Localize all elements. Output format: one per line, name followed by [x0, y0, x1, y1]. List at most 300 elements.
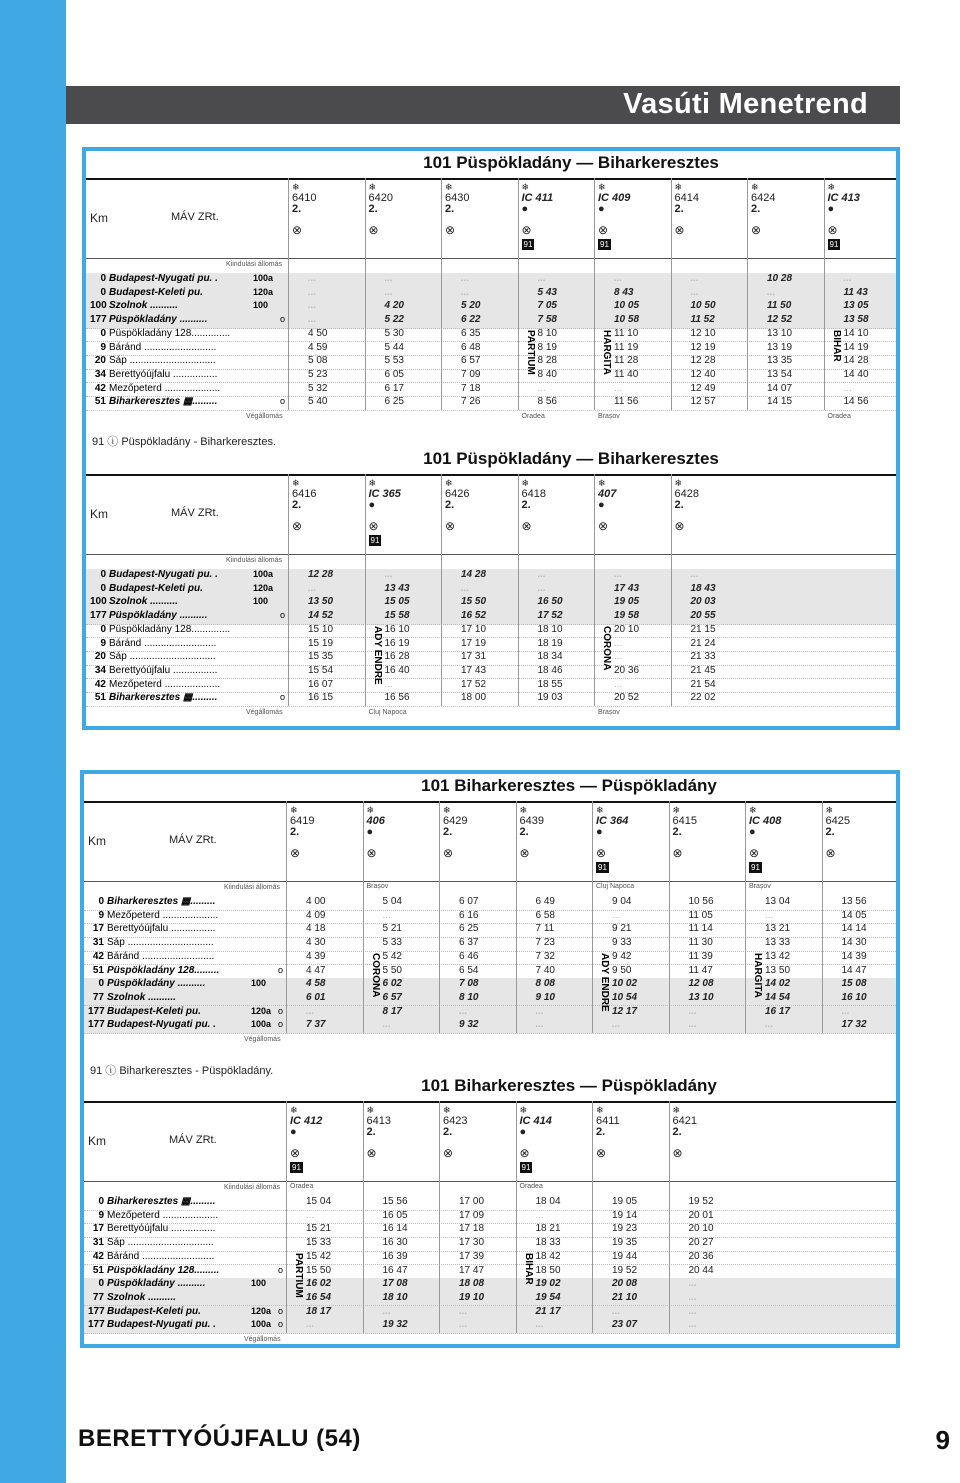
station-name: Biharkeresztes ▦.........	[109, 692, 218, 704]
time-cell: 18 42	[535, 1250, 561, 1262]
time-cell: 5 30	[384, 327, 404, 339]
service-symbol-icon: ⊗	[598, 223, 609, 237]
station-name: Mezőpeterd ....................	[107, 1209, 219, 1221]
time-cell: 13 33	[765, 937, 791, 949]
snowflake-icon: ❄	[290, 1105, 298, 1115]
time-cell: ...	[308, 286, 317, 298]
train-class: ●	[519, 1126, 527, 1138]
snowflake-icon: ❄	[825, 805, 834, 815]
time-cell: ...	[614, 637, 623, 649]
time-cell: 16 02	[306, 1278, 332, 1290]
time-cell: 16 52	[461, 610, 487, 622]
km-value: 100	[90, 300, 107, 312]
time-cell: 15 05	[384, 596, 410, 608]
time-cell: 19 32	[382, 1319, 408, 1331]
service-symbol-icon: ⊗	[596, 1146, 607, 1160]
train-header	[369, 478, 439, 546]
destination-city: Cluj Napoca	[368, 709, 407, 716]
train-header	[675, 478, 745, 532]
end-station-label: Végállomás	[246, 709, 283, 716]
column-divider	[747, 178, 748, 410]
time-cell: 21 45	[690, 664, 716, 676]
time-cell: 6 25	[459, 923, 479, 935]
timetable-title: 101 Biharkeresztes — Püspökladány	[421, 776, 717, 795]
time-cell: 13 50	[308, 596, 334, 608]
time-cell: ...	[384, 286, 393, 298]
time-cell: ...	[535, 1209, 544, 1221]
time-cell: 11 40	[614, 368, 639, 380]
timetable-row	[86, 396, 896, 411]
service-symbol-icon: ⊗	[368, 519, 379, 533]
train-class: 2.	[672, 1126, 682, 1138]
time-cell: 13 04	[765, 896, 791, 907]
timetable-row	[86, 679, 896, 694]
time-cell: 17 18	[459, 1223, 485, 1235]
time-cell: ...	[688, 1319, 697, 1331]
train-header	[675, 182, 745, 236]
time-cell: 9 21	[612, 923, 632, 935]
station-name: Szolnok ..........	[109, 300, 178, 312]
time-cell: 7 09	[461, 368, 481, 380]
time-cell: 14 28	[461, 569, 487, 580]
time-cell: 11 14	[688, 923, 713, 935]
time-cell: 17 39	[459, 1250, 485, 1262]
time-cell: 18 10	[382, 1291, 408, 1303]
time-cell: 6 25	[384, 396, 404, 408]
train-number: 6428	[674, 488, 699, 500]
train-name-label: CORONA	[601, 625, 612, 671]
time-cell: 4 00	[306, 896, 326, 907]
time-cell: ...	[382, 909, 391, 921]
service-symbol-icon: ⊗	[596, 846, 607, 860]
time-cell: 12 49	[690, 382, 716, 394]
time-cell: 20 44	[688, 1264, 714, 1276]
time-cell: ...	[382, 1305, 391, 1317]
time-cell: 5 40	[308, 396, 328, 408]
km-value: 17	[92, 1223, 104, 1235]
time-cell: 15 35	[308, 651, 334, 663]
timetable-title: 101 Püspökladány — Biharkeresztes	[423, 449, 719, 468]
time-cell: 6 37	[459, 937, 479, 949]
time-cell: 14 14	[841, 923, 867, 935]
timetable-section	[84, 1074, 896, 1348]
timetable-section	[86, 151, 896, 451]
snowflake-icon: ❄	[443, 805, 451, 815]
time-cell: 12 19	[690, 341, 716, 353]
time-cell: ...	[841, 1005, 850, 1017]
snowflake-icon: ❄	[598, 182, 606, 192]
snowflake-icon: ❄	[596, 805, 604, 815]
time-cell: 10 28	[767, 273, 793, 284]
service-symbol-icon: ⊗	[519, 1146, 530, 1160]
km-value: 51	[92, 964, 104, 976]
time-cell: 5 04	[382, 896, 402, 907]
service-symbol-icon: ⊗	[443, 846, 454, 860]
time-cell: 16 10	[384, 623, 410, 635]
km-value: 0	[98, 1278, 104, 1290]
time-cell: ...	[688, 1291, 697, 1303]
train-header	[673, 1105, 743, 1159]
snowflake-icon: ❄	[596, 1105, 604, 1115]
time-cell: 4 30	[306, 937, 326, 949]
service-symbol-icon: ⊗	[674, 519, 685, 533]
station-name: Biharkeresztes ▦.........	[107, 896, 216, 907]
time-cell: 15 33	[306, 1237, 332, 1249]
table-reference: 120a	[253, 582, 274, 593]
station-marker: o	[278, 1005, 284, 1016]
service-symbol-icon: ⊗	[751, 223, 762, 237]
station-name: Báránd ..........................	[109, 341, 217, 353]
train-class: ●	[749, 826, 756, 838]
origin-city: Cluj Napoca	[596, 883, 635, 890]
timetable-row	[86, 596, 896, 611]
time-cell: 14 47	[841, 964, 867, 976]
train-header	[290, 1105, 360, 1173]
train-header	[290, 805, 360, 859]
station-name: Sáp ...............................	[109, 651, 216, 663]
time-cell: 14 52	[308, 610, 334, 622]
snowflake-icon: ❄	[521, 478, 530, 488]
time-cell: 17 52	[537, 610, 563, 622]
time-cell: ...	[537, 582, 546, 594]
time-cell: 5 50	[382, 964, 402, 976]
time-cell: 14 30	[841, 937, 867, 949]
time-cell: 20 10	[688, 1223, 714, 1235]
time-cell: 16 28	[384, 651, 410, 663]
origin-city: Oradea	[519, 1183, 543, 1190]
station-name: Mezőpeterd ....................	[109, 678, 221, 690]
column-divider	[592, 801, 593, 1033]
time-cell: 7 37	[306, 1019, 326, 1031]
timetable-row	[84, 1265, 896, 1280]
service-symbol-icon: ⊗	[521, 223, 532, 237]
table-reference: 100a	[253, 273, 274, 283]
side-color-strip	[0, 0, 66, 1483]
service-symbol-icon: ⊗	[366, 846, 377, 860]
timetable-row	[84, 951, 896, 966]
station-marker: o	[278, 1264, 284, 1275]
time-cell: 8 40	[537, 368, 557, 380]
train-class: 2.	[519, 826, 529, 838]
timetable-row	[86, 287, 896, 302]
time-cell: 9 50	[612, 964, 632, 976]
station-marker: o	[280, 610, 286, 621]
time-cell: 6 22	[461, 314, 481, 326]
time-cell: ...	[306, 1319, 315, 1331]
operator-label: MÁV ZRt.	[169, 834, 217, 846]
time-cell: 11 56	[614, 396, 639, 408]
station-name: Sáp ...............................	[107, 1237, 214, 1249]
time-cell: ...	[688, 1019, 697, 1031]
time-cell: ...	[612, 1019, 621, 1031]
time-cell: 6 58	[535, 909, 555, 921]
time-cell: 13 35	[767, 355, 793, 367]
train-class: ●	[598, 203, 605, 215]
time-cell: 19 05	[612, 1196, 638, 1207]
time-cell: 17 43	[614, 582, 640, 594]
time-cell: ...	[843, 382, 852, 394]
column-divider	[286, 1101, 287, 1333]
time-cell: 13 21	[765, 923, 791, 935]
time-cell: 19 44	[612, 1250, 638, 1262]
time-cell: ...	[459, 1005, 468, 1017]
time-cell: 20 01	[688, 1209, 714, 1221]
snowflake-icon: ❄	[674, 182, 683, 192]
train-number: 6429	[443, 815, 468, 827]
time-cell: 16 54	[306, 1291, 332, 1303]
train-header	[367, 805, 437, 859]
train-number: 6439	[519, 815, 544, 827]
time-cell: 18 21	[535, 1223, 561, 1235]
timetable-header	[84, 1101, 896, 1182]
column-divider	[363, 1101, 364, 1333]
train-number: 6410	[292, 192, 317, 204]
station-name: Budapest-Keleti pu.	[109, 582, 203, 594]
time-cell: 18 19	[537, 637, 563, 649]
start-station-label: Kiindulási állomás	[226, 261, 283, 268]
time-cell: ...	[688, 1305, 697, 1317]
service-symbol-icon: ⊗	[366, 1146, 377, 1160]
destination-city: Brașov	[598, 709, 620, 716]
time-cell: 4 50	[308, 327, 328, 339]
time-cell: 20 36	[688, 1250, 714, 1262]
time-cell: 6 54	[459, 964, 479, 976]
time-cell: 11 43	[843, 286, 868, 298]
column-divider	[822, 801, 823, 1033]
train-number: IC 414	[519, 1115, 552, 1127]
column-divider	[592, 1101, 593, 1333]
km-value: 0	[100, 569, 106, 580]
service-symbol-icon: ⊗	[749, 846, 760, 860]
train-header	[520, 805, 590, 859]
km-value: 177	[88, 1305, 105, 1317]
km-value: 9	[100, 341, 106, 353]
train-header	[445, 478, 515, 532]
column-divider	[594, 474, 595, 706]
timetable-row	[86, 583, 896, 598]
station-name: Püspökladány ..........	[107, 978, 206, 990]
train-header	[522, 478, 592, 532]
time-cell: ...	[459, 1305, 468, 1317]
time-cell: 10 05	[614, 300, 640, 312]
time-cell: ...	[308, 273, 317, 284]
train-number: IC 411	[521, 192, 554, 204]
train-header	[751, 182, 821, 236]
train-number: 6419	[290, 815, 315, 827]
train-name-label: CORONA	[369, 952, 381, 998]
timetable-header	[86, 178, 896, 259]
time-cell: 15 21	[306, 1223, 332, 1235]
time-cell: 7 18	[461, 382, 481, 394]
timetable-row	[84, 1319, 896, 1334]
snowflake-icon: ❄	[368, 182, 377, 192]
snowflake-icon: ❄	[366, 1105, 375, 1115]
station-marker: o	[280, 396, 286, 407]
time-cell: 17 43	[461, 664, 487, 676]
time-cell: 10 50	[690, 300, 716, 312]
time-cell: 11 19	[614, 341, 639, 353]
service-symbol-icon: ⊗	[825, 846, 836, 860]
time-cell: 5 42	[382, 950, 402, 962]
snowflake-icon: ❄	[292, 478, 300, 488]
time-cell: 15 54	[308, 664, 334, 676]
station-name: Püspökladány 128..............	[109, 623, 231, 635]
service-symbol-icon: ⊗	[521, 519, 532, 533]
time-cell: 15 56	[382, 1196, 408, 1207]
time-cell: 5 44	[384, 341, 404, 353]
timetable-header	[86, 474, 896, 555]
column-divider	[516, 1101, 517, 1333]
km-value: 100	[90, 596, 107, 608]
km-value: 31	[92, 937, 104, 949]
service-symbol-icon: ⊗	[827, 223, 838, 237]
time-cell: ...	[765, 1019, 774, 1031]
timetable-row	[86, 665, 896, 680]
page-number: 9	[935, 1425, 950, 1455]
time-cell: 5 21	[382, 923, 402, 935]
time-cell: 6 17	[384, 382, 404, 394]
table-reference: 100	[251, 1278, 267, 1289]
time-cell: 8 19	[537, 341, 557, 353]
time-cell: 13 10	[767, 327, 793, 339]
train-class: 2.	[672, 826, 682, 838]
time-cell: 18 10	[537, 623, 563, 635]
km-value: 177	[90, 610, 107, 622]
timetable-header	[84, 801, 896, 882]
train-class: 2.	[290, 826, 300, 838]
snowflake-icon: ❄	[443, 1105, 451, 1115]
time-cell: 10 02	[612, 978, 638, 990]
train-number: 6411	[596, 1115, 620, 1127]
km-value: 0	[100, 273, 106, 284]
station-name: Püspökladány 128.........	[107, 964, 220, 976]
train-class: ●	[598, 499, 605, 511]
table-reference: 120a	[251, 1305, 272, 1316]
station-name: Püspökladány 128.........	[107, 1264, 220, 1276]
station-name: Püspökladány 128..............	[109, 327, 231, 339]
time-cell: 12 28	[690, 355, 716, 367]
time-cell: 9 10	[535, 991, 555, 1003]
station-name: Budapest-Keleti pu.	[107, 1005, 201, 1017]
time-cell: 11 30	[688, 937, 713, 949]
time-cell: 15 50	[461, 596, 487, 608]
train-header	[826, 805, 896, 859]
timetable-row	[84, 978, 896, 993]
time-cell: 16 56	[384, 692, 410, 704]
time-cell: 21 33	[690, 651, 716, 663]
snowflake-icon: ❄	[366, 805, 375, 815]
time-cell: 16 05	[382, 1209, 408, 1221]
time-cell: ...	[537, 569, 546, 580]
timetable-row	[84, 937, 896, 952]
time-cell: 10 56	[688, 896, 714, 907]
time-cell: 15 42	[306, 1250, 332, 1262]
station-name: Szolnok ..........	[109, 596, 178, 608]
train-number: 6414	[674, 192, 699, 204]
km-value: 0	[98, 896, 104, 907]
train-number: IC 413	[827, 192, 860, 204]
time-cell: 19 23	[612, 1223, 638, 1235]
time-cell: 15 50	[306, 1264, 332, 1276]
time-cell: 8 17	[382, 1005, 402, 1017]
service-symbol-icon: ⊗	[445, 223, 456, 237]
timetable-row	[84, 1019, 896, 1034]
time-cell: 4 59	[308, 341, 328, 353]
timetable-row	[86, 342, 896, 357]
time-cell: 13 58	[843, 314, 869, 326]
service-symbol-icon: ⊗	[368, 223, 379, 237]
time-cell: 15 08	[841, 978, 867, 990]
origin-city: Brașov	[366, 883, 389, 890]
station-name: Budapest-Nyugati pu. .	[107, 1019, 216, 1031]
km-value: 177	[88, 1019, 105, 1031]
train-header	[369, 182, 439, 236]
time-cell: ...	[614, 569, 623, 580]
time-cell: 12 40	[690, 368, 716, 380]
station-name: Berettyóújfalu ................	[107, 923, 216, 935]
service-symbol-icon: ⊗	[292, 519, 303, 533]
time-cell: 19 54	[535, 1291, 561, 1303]
time-cell: ...	[690, 569, 699, 580]
timetable-row	[84, 1196, 896, 1211]
page-title: Vasúti Menetrend	[623, 88, 868, 120]
km-value: 0	[98, 1196, 104, 1207]
train-name-label: ADY ENDRE	[599, 952, 610, 1012]
time-cell: 12 57	[690, 396, 716, 408]
time-cell: 5 53	[384, 355, 404, 367]
train-number: 6423	[443, 1115, 468, 1127]
train-number: IC 364	[596, 815, 629, 827]
station-name: Sáp ...............................	[109, 355, 216, 367]
km-value: 9	[98, 1209, 104, 1221]
train-header	[598, 182, 668, 250]
km-value: 51	[94, 396, 106, 408]
start-station-label: Kiindulási állomás	[224, 1184, 281, 1191]
time-cell: 18 55	[537, 678, 563, 690]
train-name-label: ADY ENDRE	[371, 625, 383, 685]
time-cell: 17 30	[459, 1237, 485, 1249]
time-cell: 13 56	[841, 896, 867, 907]
time-cell: ...	[537, 273, 546, 284]
timetable-row	[84, 1210, 896, 1225]
time-cell: 8 56	[537, 396, 557, 408]
time-cell: ...	[537, 382, 546, 394]
timetable-title: 101 Püspökladány — Biharkeresztes	[423, 153, 719, 172]
time-cell: 19 05	[614, 596, 640, 608]
snowflake-icon: ❄	[672, 1105, 681, 1115]
time-cell: ...	[690, 273, 699, 284]
time-cell: 21 15	[690, 623, 716, 635]
train-class: ●	[521, 203, 529, 215]
snowflake-icon: ❄	[445, 182, 453, 192]
time-cell: 21 17	[535, 1305, 561, 1317]
snowflake-icon: ❄	[749, 805, 757, 815]
time-cell: 16 15	[308, 692, 334, 704]
timetable-row	[86, 314, 896, 329]
time-cell: 18 43	[690, 582, 716, 594]
timetable-row	[86, 300, 896, 315]
time-cell: 14 05	[841, 909, 867, 921]
station-marker: o	[278, 1319, 284, 1330]
time-cell: 12 28	[308, 569, 334, 580]
column-divider	[518, 178, 519, 410]
time-cell: 7 23	[535, 937, 555, 949]
time-cell: 20 36	[614, 664, 640, 676]
time-cell: 11 28	[614, 355, 639, 367]
snowflake-icon: ❄	[519, 1105, 528, 1115]
km-value: 77	[92, 1291, 104, 1303]
train-header	[522, 182, 592, 250]
